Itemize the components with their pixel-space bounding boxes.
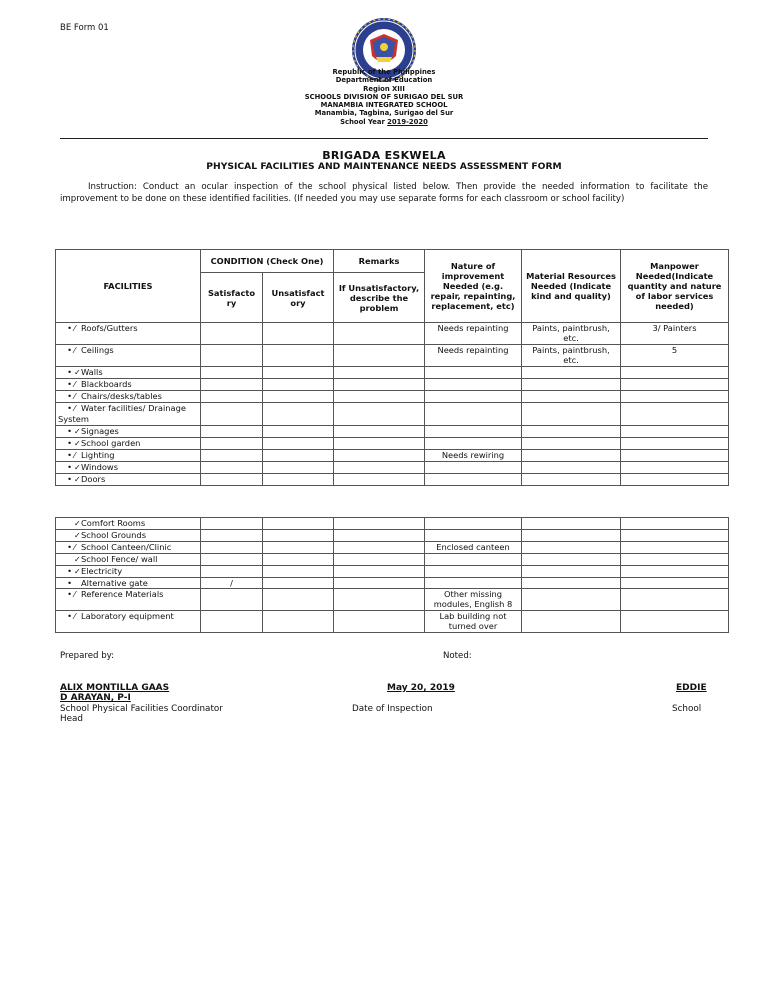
facility-cell xyxy=(56,403,201,426)
header-facilities: FACILITIES xyxy=(56,250,201,323)
table-row xyxy=(56,345,729,367)
facility-cell xyxy=(56,542,201,554)
header-school-year xyxy=(0,118,768,126)
check-mark-icon: ✓ xyxy=(74,567,81,576)
assessment-table-continued-body xyxy=(56,518,729,633)
satisfactory-cell xyxy=(201,379,263,391)
manpower-cell xyxy=(621,566,729,578)
remarks-cell xyxy=(334,438,425,450)
unsatisfactory-cell xyxy=(263,554,334,566)
unsatisfactory-cell xyxy=(263,438,334,450)
facility-name: Alternative gate xyxy=(81,578,148,588)
check-mark-icon: ⁄ xyxy=(74,612,76,621)
table-row xyxy=(56,474,729,486)
satisfactory-cell xyxy=(201,542,263,554)
unsatisfactory-cell xyxy=(263,323,334,345)
manpower-cell xyxy=(621,518,729,530)
unsatisfactory-cell xyxy=(263,542,334,554)
header-republic: Republic of the Philippines xyxy=(332,68,436,76)
unsatisfactory-cell xyxy=(263,391,334,403)
unsatisfactory-cell xyxy=(263,578,334,589)
bullet-icon: • xyxy=(67,589,72,599)
facility-name: Windows xyxy=(81,462,119,472)
unsatisfactory-cell xyxy=(263,403,334,426)
satisfactory-cell xyxy=(201,450,263,462)
check-mark-icon: ⁄ xyxy=(74,543,76,552)
manpower-cell xyxy=(621,367,729,379)
manpower-cell: 3/ Painters xyxy=(621,323,729,345)
manpower-cell xyxy=(621,438,729,450)
facility-name: Water facilities/ Drainage System xyxy=(58,403,186,424)
facility-name: Reference Materials xyxy=(81,589,164,599)
table-row xyxy=(56,589,729,611)
school-head-role: School xyxy=(672,704,702,714)
check-mark-icon: ✓ xyxy=(74,555,81,564)
material-cell xyxy=(522,474,621,486)
satisfactory-cell xyxy=(201,474,263,486)
instruction-text: Instruction: Conduct an ocular inspection of the school physical listed below. Then provide the needed information to facilitate the improvement to be done on these identified facilities. (If needed you may use separate forms for each classroom or school facility) xyxy=(60,182,708,204)
facility-cell xyxy=(56,438,201,450)
school-year-value: 2019-2020 xyxy=(387,117,428,126)
remarks-cell xyxy=(334,542,425,554)
satisfactory-cell: / xyxy=(201,578,263,589)
facility-name: School garden xyxy=(81,438,141,448)
header-satisfactory: Satisfacto ry xyxy=(201,273,263,323)
nature-cell xyxy=(425,391,522,403)
remarks-cell xyxy=(334,462,425,474)
nature-cell: Enclosed canteen xyxy=(425,542,522,554)
satisfactory-cell xyxy=(201,611,263,633)
facility-name: Chairs/desks/tables xyxy=(81,391,162,401)
bullet-icon: • xyxy=(67,566,72,576)
check-mark-icon: ✓ xyxy=(74,439,81,448)
bullet-icon: • xyxy=(67,542,72,552)
coordinator-role: School Physical Facilities Coordinator xyxy=(60,704,223,714)
facility-name: Walls xyxy=(81,367,103,377)
material-cell xyxy=(522,403,621,426)
unsatisfactory-cell xyxy=(263,462,334,474)
nature-cell xyxy=(425,554,522,566)
school-header xyxy=(0,68,768,126)
bullet-icon: • xyxy=(67,426,72,436)
check-mark-icon: ⁄ xyxy=(74,346,76,355)
manpower-cell xyxy=(621,530,729,542)
check-mark-icon: ✓ xyxy=(74,531,81,540)
material-cell xyxy=(522,426,621,438)
nature-cell xyxy=(425,578,522,589)
nature-cell xyxy=(425,530,522,542)
remarks-cell xyxy=(334,578,425,589)
prepared-by-label: Prepared by: xyxy=(60,651,115,661)
bullet-icon: • xyxy=(67,462,72,472)
material-cell xyxy=(522,542,621,554)
nature-cell: Needs rewiring xyxy=(425,450,522,462)
bullet-icon: • xyxy=(67,345,72,355)
unsatisfactory-cell xyxy=(263,566,334,578)
nature-cell xyxy=(425,438,522,450)
table-row xyxy=(56,554,729,566)
satisfactory-cell xyxy=(201,391,263,403)
header-region: Region XIII xyxy=(363,84,405,93)
material-cell: Paints, paintbrush, etc. xyxy=(522,323,621,345)
facility-cell xyxy=(56,379,201,391)
header-unsatisfactory: Unsatisfact ory xyxy=(263,273,334,323)
manpower-cell xyxy=(621,403,729,426)
satisfactory-cell xyxy=(201,426,263,438)
remarks-cell xyxy=(334,530,425,542)
remarks-cell xyxy=(334,426,425,438)
header-nature-improvement: Nature of improvement Needed (e.g. repair, repainting, replacement, etc) xyxy=(425,250,522,323)
nature-cell xyxy=(425,462,522,474)
facility-cell xyxy=(56,391,201,403)
satisfactory-cell xyxy=(201,530,263,542)
satisfactory-cell xyxy=(201,518,263,530)
remarks-cell xyxy=(334,379,425,391)
header-division: SCHOOLS DIVISION OF SURIGAO DEL SUR xyxy=(304,92,464,101)
remarks-cell xyxy=(334,367,425,379)
remarks-cell xyxy=(334,518,425,530)
facility-name: School Grounds xyxy=(81,530,147,540)
material-cell xyxy=(522,530,621,542)
manpower-cell xyxy=(621,542,729,554)
check-mark-icon: ⁄ xyxy=(74,590,76,599)
unsatisfactory-cell xyxy=(263,345,334,367)
nature-cell xyxy=(425,426,522,438)
facility-name: Roofs/Gutters xyxy=(81,323,138,333)
satisfactory-cell xyxy=(201,438,263,450)
header-remarks: Remarks xyxy=(334,250,425,273)
table-row xyxy=(56,518,729,530)
facility-name: Blackboards xyxy=(81,379,132,389)
table-row xyxy=(56,367,729,379)
table-row xyxy=(56,438,729,450)
material-cell: Paints, paintbrush, etc. xyxy=(522,345,621,367)
head-name: EDDIE xyxy=(676,683,707,693)
bullet-icon: • xyxy=(67,474,72,484)
table-row xyxy=(56,391,729,403)
check-mark-icon: ⁄ xyxy=(74,451,76,460)
material-cell xyxy=(522,566,621,578)
facility-name: Doors xyxy=(81,474,106,484)
remarks-cell xyxy=(334,566,425,578)
satisfactory-cell xyxy=(201,566,263,578)
facility-cell xyxy=(56,450,201,462)
unsatisfactory-cell xyxy=(263,474,334,486)
facility-cell xyxy=(56,566,201,578)
table-row xyxy=(56,323,729,345)
remarks-cell xyxy=(334,554,425,566)
remarks-cell xyxy=(334,589,425,611)
material-cell xyxy=(522,367,621,379)
facility-cell xyxy=(56,530,201,542)
facility-name: School Fence/ wall xyxy=(81,554,158,564)
facility-name: School Canteen/Clinic xyxy=(81,542,172,552)
form-number: BE Form 01 xyxy=(60,23,109,33)
unsatisfactory-cell xyxy=(263,530,334,542)
manpower-cell xyxy=(621,450,729,462)
facility-cell xyxy=(56,462,201,474)
assessment-table-body xyxy=(56,323,729,486)
header-divider xyxy=(60,138,708,139)
bullet-icon: • xyxy=(67,578,72,588)
nature-cell: Other missing modules, English 8 xyxy=(425,589,522,611)
facility-cell xyxy=(56,323,201,345)
coordinator-name: ALIX MONTILLA GAAS xyxy=(60,683,170,693)
unsatisfactory-cell xyxy=(263,426,334,438)
head-role-continuation: Head xyxy=(60,714,84,724)
facility-cell xyxy=(56,474,201,486)
table-row xyxy=(56,611,729,633)
unsatisfactory-cell xyxy=(263,367,334,379)
remarks-cell xyxy=(334,391,425,403)
table-row xyxy=(56,542,729,554)
nature-cell xyxy=(425,566,522,578)
unsatisfactory-cell xyxy=(263,450,334,462)
nature-cell xyxy=(425,518,522,530)
material-cell xyxy=(522,450,621,462)
facility-cell xyxy=(56,578,201,589)
manpower-cell xyxy=(621,462,729,474)
material-cell xyxy=(522,589,621,611)
satisfactory-cell xyxy=(201,367,263,379)
header-condition: CONDITION (Check One) xyxy=(201,250,334,273)
manpower-cell xyxy=(621,554,729,566)
nature-cell xyxy=(425,474,522,486)
satisfactory-cell xyxy=(201,403,263,426)
nature-cell: Needs repainting xyxy=(425,345,522,367)
table-row xyxy=(56,578,729,589)
material-cell xyxy=(522,578,621,589)
satisfactory-cell xyxy=(201,345,263,367)
manpower-cell xyxy=(621,426,729,438)
assessment-table-continued xyxy=(55,517,729,633)
school-year-label: School Year xyxy=(340,117,388,126)
unsatisfactory-cell xyxy=(263,518,334,530)
manpower-cell xyxy=(621,611,729,633)
nature-cell xyxy=(425,379,522,391)
bullet-icon: • xyxy=(67,611,72,621)
header-material-resources: Material Resources Needed (Indicate kind and quality) xyxy=(522,250,621,323)
nature-cell xyxy=(425,403,522,426)
check-mark-icon: ✓ xyxy=(74,368,81,377)
nature-cell: Lab building not turned over xyxy=(425,611,522,633)
manpower-cell xyxy=(621,379,729,391)
bullet-icon: • xyxy=(67,450,72,460)
satisfactory-cell xyxy=(201,554,263,566)
material-cell xyxy=(522,438,621,450)
bullet-icon: • xyxy=(67,323,72,333)
check-mark-icon: ⁄ xyxy=(74,392,76,401)
facility-cell xyxy=(56,611,201,633)
page-title: BRIGADA ESKWELA xyxy=(322,149,446,162)
material-cell xyxy=(522,379,621,391)
material-cell xyxy=(522,611,621,633)
table-row xyxy=(56,450,729,462)
check-mark-icon: ⁄ xyxy=(74,404,76,413)
facility-cell xyxy=(56,345,201,367)
remarks-cell xyxy=(334,403,425,426)
assessment-table xyxy=(55,249,729,486)
facility-cell xyxy=(56,554,201,566)
unsatisfactory-cell xyxy=(263,379,334,391)
inspection-date: May 20, 2019 xyxy=(387,683,455,693)
check-mark-icon: ⁄ xyxy=(74,324,76,333)
check-mark-icon: ✓ xyxy=(74,463,81,472)
satisfactory-cell xyxy=(201,462,263,474)
page-subtitle: PHYSICAL FACILITIES AND MAINTENANCE NEEDS ASSESSMENT FORM xyxy=(206,161,562,172)
remarks-cell xyxy=(334,450,425,462)
bullet-icon: • xyxy=(67,403,72,413)
head-name-continuation: D ARAYAN, P-I xyxy=(60,693,131,703)
table-row xyxy=(56,530,729,542)
satisfactory-cell xyxy=(201,323,263,345)
header-school: MANAMBIA INTEGRATED SCHOOL xyxy=(320,101,448,110)
bullet-icon: • xyxy=(67,367,72,377)
header-remarks-description: If Unsatisfactory, describe the problem xyxy=(334,273,425,323)
satisfactory-cell xyxy=(201,589,263,611)
remarks-cell xyxy=(334,611,425,633)
material-cell xyxy=(522,462,621,474)
facility-cell xyxy=(56,426,201,438)
remarks-cell xyxy=(334,345,425,367)
facility-name: Signages xyxy=(81,426,119,436)
header-manpower: Manpower Needed(Indicate quantity and nature of labor services needed) xyxy=(621,250,729,323)
facility-name: Comfort Rooms xyxy=(81,518,146,528)
header-department: Department of Education xyxy=(335,76,433,85)
manpower-cell xyxy=(621,474,729,486)
noted-label: Noted: xyxy=(443,651,472,661)
table-row xyxy=(56,379,729,391)
facility-cell xyxy=(56,518,201,530)
remarks-cell xyxy=(334,474,425,486)
check-mark-icon: ✓ xyxy=(74,475,81,484)
bullet-icon: • xyxy=(67,391,72,401)
check-mark-icon: ✓ xyxy=(74,427,81,436)
facility-cell xyxy=(56,367,201,379)
bullet-icon: • xyxy=(67,379,72,389)
bullet-icon: • xyxy=(67,438,72,448)
unsatisfactory-cell xyxy=(263,589,334,611)
header-address: Manambia, Tagbina, Surigao del Sur xyxy=(314,109,454,118)
material-cell xyxy=(522,518,621,530)
table-row xyxy=(56,403,729,426)
table-row xyxy=(56,426,729,438)
check-mark-icon: ✓ xyxy=(74,519,81,528)
manpower-cell xyxy=(621,391,729,403)
nature-cell xyxy=(425,367,522,379)
material-cell xyxy=(522,391,621,403)
facility-name: Ceilings xyxy=(81,345,114,355)
manpower-cell xyxy=(621,589,729,611)
facility-name: Lighting xyxy=(81,450,115,460)
remarks-cell xyxy=(334,323,425,345)
unsatisfactory-cell xyxy=(263,611,334,633)
manpower-cell: 5 xyxy=(621,345,729,367)
facility-name: Laboratory equipment xyxy=(81,611,174,621)
facility-cell xyxy=(56,589,201,611)
check-mark-icon: ⁄ xyxy=(74,380,76,389)
date-of-inspection-label: Date of Inspection xyxy=(352,704,433,714)
facility-name: Electricity xyxy=(81,566,123,576)
table-row xyxy=(56,462,729,474)
nature-cell: Needs repainting xyxy=(425,323,522,345)
manpower-cell xyxy=(621,578,729,589)
material-cell xyxy=(522,554,621,566)
table-row xyxy=(56,566,729,578)
